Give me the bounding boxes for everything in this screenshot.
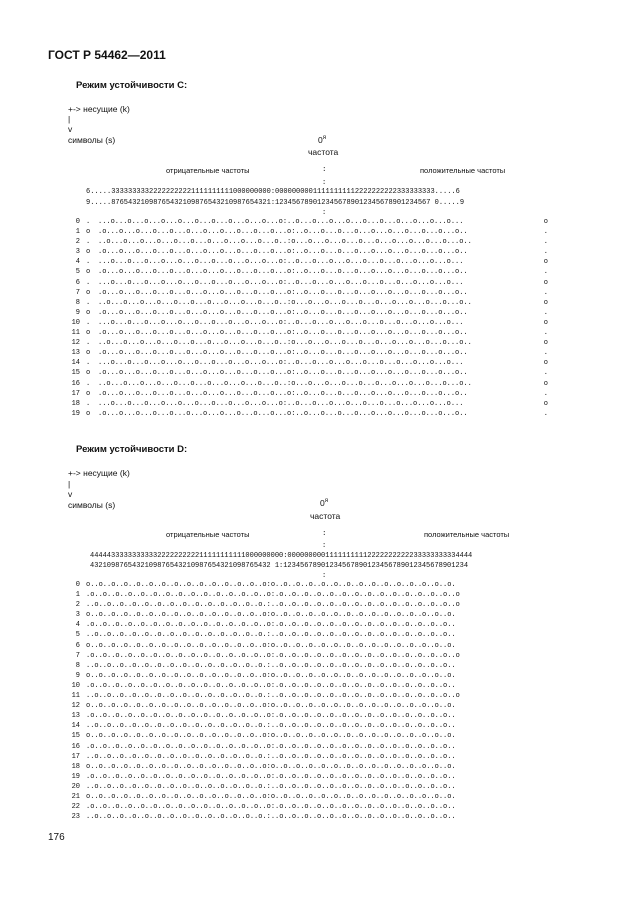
row-number: 10 — [71, 681, 80, 690]
section-d-row — [64, 812, 556, 822]
section-c-carriers-label: +-> несущие (k) — [68, 104, 130, 114]
section-c-index-row-1: 6.....33333333322222222221111111111000000000:00000000011111111112222222222333333333.....6 — [86, 188, 460, 196]
row-number: 3 — [75, 248, 80, 257]
section-c-colon: : — [322, 166, 327, 174]
page-number: 176 — [48, 832, 65, 843]
section-d-colon-3: : — [322, 572, 327, 580]
row-number: 7 — [75, 651, 80, 660]
section-c-row — [64, 338, 548, 348]
row-pattern: o..o..o..o..o..o..o..o..o..o..o..o..o..o..o:o..o..o..o..o..o..o..o..o..o..o..o..o..o..o. — [86, 732, 456, 741]
section-d-row — [64, 711, 556, 721]
section-c-row — [64, 358, 548, 368]
row-lead: o — [86, 228, 91, 237]
row-pattern: .o..o..o..o..o..o..o..o..o..o..o..o..o..o..o:.o..o..o..o..o..o..o..o..o..o..o..o..o..o.. — [86, 712, 456, 721]
row-number: 17 — [71, 752, 80, 761]
section-c-row — [64, 389, 548, 399]
row-tail: o — [543, 359, 548, 368]
section-d-row — [64, 600, 556, 610]
row-tail: . — [543, 308, 548, 317]
row-pattern: ...o...o...o...o...o...o...o...o...o...o...o:..o...o...o...o...o...o...o...o...o...o... — [98, 399, 464, 408]
row-tail: . — [543, 329, 548, 338]
row-pattern: .o...o...o...o...o...o...o...o...o...o...o...o:..o...o...o...o...o...o...o...o...o...o.. — [98, 409, 468, 418]
row-number: 21 — [71, 792, 80, 801]
row-number: 9 — [75, 671, 80, 680]
row-number: 2 — [75, 238, 80, 247]
section-d-row — [64, 671, 556, 681]
row-number: 17 — [71, 389, 80, 398]
section-c-row — [64, 368, 548, 378]
row-lead: o — [86, 268, 91, 277]
row-number: 6 — [75, 641, 80, 650]
section-c-row — [64, 278, 548, 288]
row-pattern: .o...o...o...o...o...o...o...o...o...o...o...o:..o...o...o...o...o...o...o...o...o...o.. — [98, 349, 468, 358]
row-number: 16 — [71, 742, 80, 751]
row-pattern: .o..o..o..o..o..o..o..o..o..o..o..o..o..o..o:.o..o..o..o..o..o..o..o..o..o..o..o..o..o.. — [86, 803, 456, 812]
section-d-axis-arrow: v — [68, 489, 73, 499]
row-pattern: ..o..o..o..o..o..o..o..o..o..o..o..o..o..o.:..o..o..o..o..o..o..o..o..o..o..o..o..o..o.. — [86, 782, 456, 791]
row-pattern: .o..o..o..o..o..o..o..o..o..o..o..o..o..o..o:.o..o..o..o..o..o..o..o..o..o..o..o..o..o.. — [86, 772, 456, 781]
row-pattern: o..o..o..o..o..o..o..o..o..o..o..o..o..o..o:o..o..o..o..o..o..o..o..o..o..o..o..o..o..o. — [86, 671, 456, 680]
section-d-carriers-label: +-> несущие (k) — [68, 468, 130, 478]
row-pattern: ...o...o...o...o...o...o...o...o...o...o...o:..o...o...o...o...o...o...o...o...o...o... — [98, 318, 464, 327]
section-c-freq-label: частота — [308, 147, 339, 157]
row-pattern: o..o..o..o..o..o..o..o..o..o..o..o..o..o..o:o..o..o..o..o..o..o..o..o..o..o..o..o..o..o. — [86, 762, 456, 771]
row-lead: o — [86, 369, 91, 378]
section-c-axis-pipe: | — [68, 114, 71, 124]
section-c-index-row-2: 9.....87654321098765432109876543210987654321:1234567890123456789012345678901234567 0.....9 — [86, 199, 465, 207]
row-tail: . — [543, 228, 548, 237]
row-pattern: ...o...o...o...o...o...o...o...o...o...o...o:..o...o...o...o...o...o...o...o...o...o... — [98, 359, 464, 368]
row-pattern: .o...o...o...o...o...o...o...o...o...o...o...o:..o...o...o...o...o...o...o...o...o...o.. — [98, 288, 468, 297]
section-c-grid — [64, 217, 548, 419]
row-pattern: .o...o...o...o...o...o...o...o...o...o...o...o:..o...o...o...o...o...o...o...o...o...o.. — [98, 268, 468, 277]
section-d-row — [64, 802, 556, 812]
row-number: 23 — [71, 813, 80, 822]
row-number: 11 — [71, 329, 80, 338]
row-number: 5 — [75, 631, 80, 640]
section-d-row — [64, 782, 556, 792]
row-number: 13 — [71, 349, 80, 358]
row-number: 14 — [71, 359, 80, 368]
row-number: 12 — [71, 339, 80, 348]
section-c-zero-freq — [318, 135, 326, 145]
section-d-row — [64, 651, 556, 661]
row-lead: o — [86, 288, 91, 297]
row-pattern: ..o...o...o...o...o...o...o...o...o...o...o..:o...o...o...o...o...o...o...o...o...o...o.. — [98, 339, 472, 348]
row-lead: . — [86, 278, 91, 287]
row-number: 8 — [75, 298, 80, 307]
row-number: 8 — [75, 661, 80, 670]
row-pattern: ..o..o..o..o..o..o..o..o..o..o..o..o..o..o.:..o..o..o..o..o..o..o..o..o..o..o..o..o..o.. — [86, 813, 456, 822]
section-d-row — [64, 620, 556, 630]
row-pattern: .o..o..o..o..o..o..o..o..o..o..o..o..o..o..o:.o..o..o..o..o..o..o..o..o..o..o..o..o..o.. — [86, 742, 456, 751]
row-pattern: ..o..o..o..o..o..o..o..o..o..o..o..o..o..o.:..o..o..o..o..o..o..o..o..o..o..o..o..o..o.. — [86, 661, 456, 670]
row-pattern: ..o...o...o...o...o...o...o...o...o...o...o..:o...o...o...o...o...o...o...o...o...o...o.. — [98, 238, 472, 247]
row-pattern: o..o..o..o..o..o..o..o..o..o..o..o..o..o..o:o..o..o..o..o..o..o..o..o..o..o..o..o..o..o. — [86, 702, 456, 711]
section-c-colon-2: : — [322, 179, 327, 187]
row-number: 7 — [75, 288, 80, 297]
section-d-pos-label: положительные частоты — [424, 530, 510, 539]
section-d-row — [64, 641, 556, 651]
row-number: 19 — [71, 409, 80, 418]
row-tail: o — [543, 318, 548, 327]
row-number: 5 — [75, 268, 80, 277]
row-number: 19 — [71, 772, 80, 781]
row-pattern: .o...o...o...o...o...o...o...o...o...o...o...o:..o...o...o...o...o...o...o...o...o...o.. — [98, 248, 468, 257]
row-number: 15 — [71, 732, 80, 741]
section-d-freq-label: частота — [310, 511, 341, 521]
section-c-row — [64, 288, 548, 298]
row-tail: . — [543, 349, 548, 358]
row-number: 0 — [75, 581, 80, 589]
row-lead: . — [86, 339, 91, 348]
row-pattern: .o..o..o..o..o..o..o..o..o..o..o..o..o..o..o:.o..o..o..o..o..o..o..o..o..o..o..o..o..o..o — [86, 651, 460, 660]
section-c-row — [64, 227, 548, 237]
row-number: 1 — [75, 228, 80, 237]
row-pattern: o..o..o..o..o..o..o..o..o..o..o..o..o..o..o:o..o..o..o..o..o..o..o..o..o..o..o..o..o..o. — [86, 581, 456, 589]
section-c-neg-label: отрицательные частоты — [166, 166, 250, 175]
row-tail: . — [543, 268, 548, 277]
row-pattern: .o...o...o...o...o...o...o...o...o...o...o...o:..o...o...o...o...o...o...o...o...o...o.. — [98, 308, 468, 317]
row-number: 4 — [75, 621, 80, 630]
row-number: 11 — [71, 692, 80, 701]
section-d-row — [64, 691, 556, 701]
section-d-row — [64, 701, 556, 711]
row-lead: o — [86, 389, 91, 398]
section-d-neg-label: отрицательные частоты — [166, 530, 250, 539]
row-lead: . — [86, 238, 91, 247]
row-number: 16 — [71, 379, 80, 388]
row-tail: o — [543, 218, 548, 226]
row-lead: o — [86, 409, 91, 418]
section-c-symbols-label: символы (s) — [68, 135, 116, 145]
section-c-row — [64, 348, 548, 358]
row-number: 15 — [71, 369, 80, 378]
section-c-row — [64, 257, 548, 267]
row-number: 3 — [75, 611, 80, 620]
row-lead: o — [86, 349, 91, 358]
row-pattern: ..o..o..o..o..o..o..o..o..o..o..o..o..o..o.:..o..o..o..o..o..o..o..o..o..o..o..o..o..o.. — [86, 752, 456, 761]
section-c-pos-label: положительные частоты — [420, 166, 506, 175]
row-tail: . — [543, 409, 548, 418]
section-d-title: Режим устойчивости D: — [76, 444, 188, 455]
row-tail: o — [543, 258, 548, 267]
row-number: 6 — [75, 278, 80, 287]
row-pattern: .o..o..o..o..o..o..o..o..o..o..o..o..o..o..o:.o..o..o..o..o..o..o..o..o..o..o..o..o..o.. — [86, 621, 456, 630]
section-c-row — [64, 308, 548, 318]
section-c-row — [64, 247, 548, 257]
row-lead: o — [86, 248, 91, 257]
row-lead: . — [86, 258, 91, 267]
row-pattern: ...o...o...o...o...o...o...o...o...o...o...o:..o...o...o...o...o...o...o...o...o...o... — [98, 258, 464, 267]
section-d-colon: : — [322, 530, 327, 538]
row-number: 22 — [71, 803, 80, 812]
document-header: ГОСТ Р 54462—2011 — [48, 48, 166, 62]
section-d-row — [64, 742, 556, 752]
row-tail: o — [543, 278, 548, 287]
row-lead: . — [86, 359, 91, 368]
row-pattern: ..o..o..o..o..o..o..o..o..o..o..o..o..o..o.:..o..o..o..o..o..o..o..o..o..o..o..o..o..o.. — [86, 722, 456, 731]
row-pattern: ..o..o..o..o..o..o..o..o..o..o..o..o..o..o.:..o..o..o..o..o..o..o..o..o..o..o..o..o..o.. — [86, 631, 456, 640]
row-pattern: .o..o..o..o..o..o..o..o..o..o..o..o..o..o..o:.o..o..o..o..o..o..o..o..o..o..o..o..o..o.. — [86, 681, 456, 690]
section-d-row — [64, 772, 556, 782]
row-lead: . — [86, 379, 91, 388]
section-d-colon-2: : — [322, 542, 327, 550]
row-number: 1 — [75, 591, 80, 600]
section-c-title: Режим устойчивости C: — [76, 80, 188, 91]
section-c-row — [64, 399, 548, 409]
section-c-zero-sup: я — [322, 135, 326, 142]
section-d-index-row-1: 4444433333333333222222222211111111111000000000:00000000011111111112222222222233333333334444 — [90, 552, 473, 560]
section-c-colon-3: : — [322, 209, 327, 217]
row-number: 12 — [71, 702, 80, 711]
row-number: 2 — [75, 601, 80, 610]
section-c-row — [64, 237, 548, 247]
row-pattern: .o...o...o...o...o...o...o...o...o...o...o...o:..o...o...o...o...o...o...o...o...o...o.. — [98, 228, 468, 237]
row-pattern: .o...o...o...o...o...o...o...o...o...o...o...o:..o...o...o...o...o...o...o...o...o...o.. — [98, 329, 468, 338]
row-lead: o — [86, 329, 91, 338]
section-d-symbols-label: символы (s) — [68, 500, 116, 510]
row-number: 4 — [75, 258, 80, 267]
row-pattern: ..o...o...o...o...o...o...o...o...o...o...o..:o...o...o...o...o...o...o...o...o...o...o.. — [98, 379, 472, 388]
section-c-row — [64, 328, 548, 338]
section-d-grid — [64, 580, 556, 822]
row-tail: . — [543, 369, 548, 378]
section-d-row — [64, 731, 556, 741]
row-tail: o — [543, 379, 548, 388]
section-d-axis-pipe: | — [68, 479, 71, 489]
row-tail: o — [543, 298, 548, 307]
row-lead: . — [86, 298, 91, 307]
row-pattern: .o..o..o..o..o..o..o..o..o..o..o..o..o..o..o:.o..o..o..o..o..o..o..o..o..o..o..o..o..o..o — [86, 591, 460, 600]
row-tail: . — [543, 288, 548, 297]
section-c-row — [64, 318, 548, 328]
row-pattern: ..o..o..o..o..o..o..o..o..o..o..o..o..o..o.:..o..o..o..o..o..o..o..o..o..o..o..o..o..o..o — [86, 601, 460, 610]
section-c-row — [64, 409, 548, 419]
row-lead: o — [86, 308, 91, 317]
section-d-zero-sup: я — [324, 498, 328, 505]
section-d-index-row-2: 4321098765432109876543210987654321098765432 1:12345678901234567890123456789012345678901234 — [90, 562, 469, 570]
row-pattern: .o...o...o...o...o...o...o...o...o...o...o...o:..o...o...o...o...o...o...o...o...o...o.. — [98, 369, 468, 378]
row-pattern: o..o..o..o..o..o..o..o..o..o..o..o..o..o..o:o..o..o..o..o..o..o..o..o..o..o..o..o..o..o. — [86, 611, 456, 620]
row-number: 0 — [75, 218, 80, 226]
row-lead: . — [86, 318, 91, 327]
row-number: 18 — [71, 399, 80, 408]
section-c-zero: 0 — [318, 135, 323, 145]
row-number: 18 — [71, 762, 80, 771]
row-pattern: o..o..o..o..o..o..o..o..o..o..o..o..o..o..o:o..o..o..o..o..o..o..o..o..o..o..o..o..o..o. — [86, 641, 456, 650]
row-number: 14 — [71, 722, 80, 731]
section-c-row — [64, 267, 548, 277]
row-pattern: ...o...o...o...o...o...o...o...o...o...o...o:..o...o...o...o...o...o...o...o...o...o... — [98, 218, 464, 226]
section-d-row — [64, 610, 556, 620]
row-number: 10 — [71, 318, 80, 327]
section-d-row — [64, 752, 556, 762]
section-d-row — [64, 721, 556, 731]
row-pattern: ...o...o...o...o...o...o...o...o...o...o...o:..o...o...o...o...o...o...o...o...o...o... — [98, 278, 464, 287]
row-tail: . — [543, 389, 548, 398]
row-tail: . — [543, 238, 548, 247]
row-tail: o — [543, 339, 548, 348]
section-d-zero-freq — [320, 498, 328, 508]
row-tail: o — [543, 399, 548, 408]
row-pattern: ..o..o..o..o..o..o..o..o..o..o..o..o..o..o.:..o..o..o..o..o..o..o..o..o..o..o..o..o..o..o — [86, 692, 460, 701]
row-number: 13 — [71, 712, 80, 721]
section-c-axis-arrow: v — [68, 124, 73, 134]
section-d-row — [64, 630, 556, 640]
row-pattern: ..o...o...o...o...o...o...o...o...o...o...o..:o...o...o...o...o...o...o...o...o...o...o.. — [98, 298, 472, 307]
section-d-row — [64, 590, 556, 600]
row-pattern: .o...o...o...o...o...o...o...o...o...o...o...o:..o...o...o...o...o...o...o...o...o...o.. — [98, 389, 468, 398]
section-d-row — [64, 792, 556, 802]
section-d-row — [64, 762, 556, 772]
row-tail: . — [543, 248, 548, 257]
section-d-row — [64, 661, 556, 671]
row-lead: . — [86, 218, 91, 226]
row-number: 20 — [71, 782, 80, 791]
row-lead: . — [86, 399, 91, 408]
section-d-zero: 0 — [320, 498, 325, 508]
section-d-row — [64, 580, 556, 590]
row-number: 9 — [75, 308, 80, 317]
section-c-row — [64, 298, 548, 308]
section-c-row — [64, 217, 548, 227]
row-pattern: o..o..o..o..o..o..o..o..o..o..o..o..o..o..o:o..o..o..o..o..o..o..o..o..o..o..o..o..o..o. — [86, 792, 456, 801]
section-c-row — [64, 379, 548, 389]
section-d-row — [64, 681, 556, 691]
